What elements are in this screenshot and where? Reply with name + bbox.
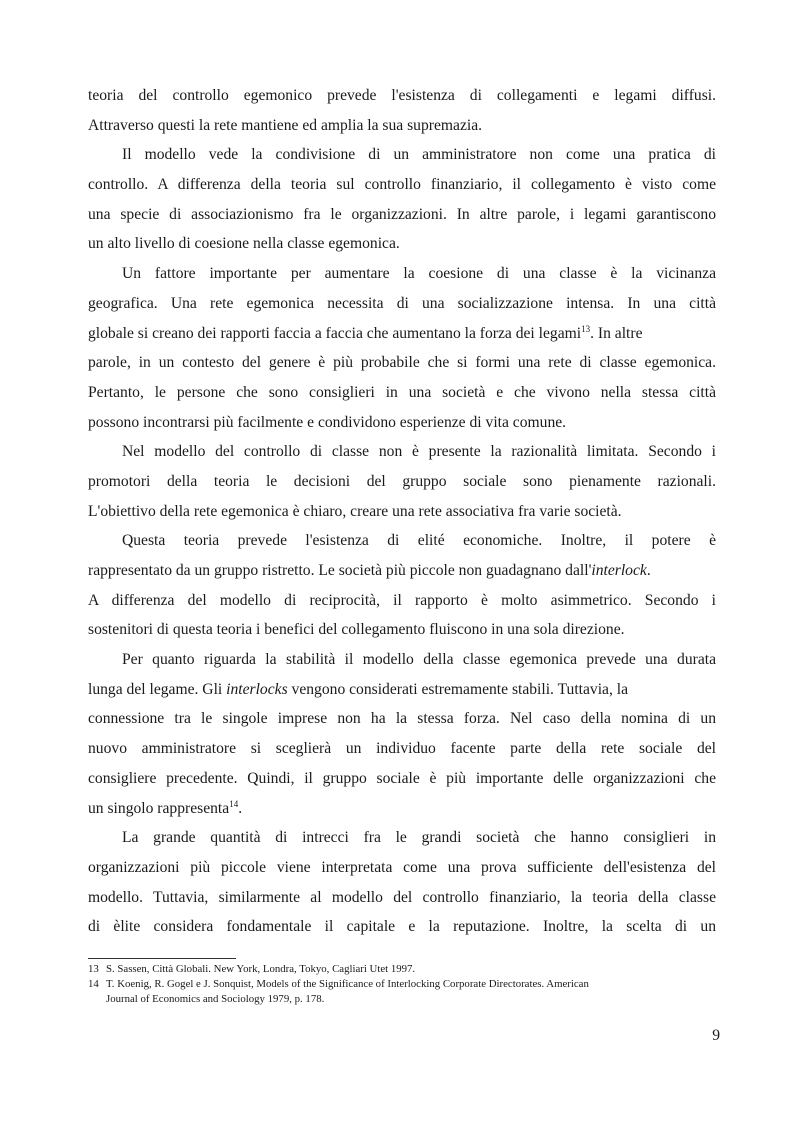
italic-term: interlocks [226, 680, 288, 698]
footnote-ref-14[interactable]: 14 [229, 798, 239, 809]
text-line: possono incontrarsi più facilmente e condividono esperienze di vita comune. [88, 413, 567, 431]
text-line: A differenza del modello di reciprocità, il rapporto è molto asimmetrico. Secondo i [88, 591, 716, 609]
text-line: una specie di associazionismo fra le organizzazioni. In altre parole, i legami garantiscono [88, 205, 716, 223]
text-line: La grande quantità di intrecci fra le grandi società che hanno consiglieri in [122, 829, 716, 847]
text-run: lunga del legame. Gli [88, 680, 227, 698]
text-run: un singolo rappresenta [88, 799, 230, 817]
text-line: Attraverso questi la rete mantiene ed amplia la sua supremazia. [88, 116, 483, 134]
italic-term: interlock [591, 562, 647, 579]
text-line: Per quanto riguarda la stabilità il modello della classe egemonica prevede una durata [122, 651, 716, 669]
body-text [88, 81, 716, 942]
text-line: consigliere precedente. Quindi, il gruppo sociale è più importante delle organizzazioni che [88, 769, 716, 787]
footnote-14 [88, 977, 728, 992]
footnote-text: S. Sassen, Città Globali. New York, Londra, Tokyo, Cagliari Utet 1997. [106, 963, 416, 975]
text-line: Nel modello del controllo di classe non è presente la razionalità limitata. Secondo i [122, 443, 716, 461]
footnote-number: 14 [88, 978, 99, 990]
page-number: 9 [712, 1027, 720, 1044]
text-line: geografica. Una rete egemonica necessita di una socializzazione intensa. In una città [88, 294, 716, 312]
text-run: . [238, 799, 243, 817]
footnote-separator [88, 958, 236, 959]
footnote-text: T. Koenig, R. Gogel e J. Sonquist, Models of the Significance of Interlocking Corporate Directorates. American [106, 978, 589, 990]
text-run: . [646, 562, 651, 579]
text-run: vengono considerati estremamente stabili. Tuttavia, la [287, 680, 629, 698]
text-line: L'obiettivo della rete egemonica è chiaro, creare una rete associativa fra varie società. [88, 502, 622, 520]
text-line [88, 319, 716, 349]
text-line: teoria del controllo egemonico prevede l'esistenza di collegamenti e legami diffusi. [88, 87, 716, 104]
text-line: organizzazioni più piccole viene interpretata come una prova sufficiente dell'esistenza del [88, 858, 716, 876]
text-line: nuovo amministratore si sceglierà un individuo facente parte della rete sociale del [88, 740, 716, 758]
text-line: un alto livello di coesione nella classe egemonica. [88, 235, 400, 253]
text-run: . In altre [590, 324, 643, 342]
text-line [88, 556, 716, 586]
text-line: sostenitori di questa teoria i benefici del collegamento fluiscono in una sola direzione. [88, 621, 625, 639]
footnote-ref-13[interactable]: 13 [581, 323, 591, 334]
text-line: connessione tra le singole imprese non ha la stessa forza. Nel caso della nomina di un [88, 710, 716, 728]
text-line: modello. Tuttavia, similarmente al modello del controllo finanziario, la teoria della classe [88, 888, 716, 906]
footnote-13 [88, 962, 728, 977]
text-line: controllo. A differenza della teoria sul controllo finanziario, il collegamento è visto come [88, 176, 716, 194]
text-line: Pertanto, le persone che sono consiglieri in una società e che vivono nella stessa città [88, 383, 716, 401]
footnotes [88, 962, 728, 1007]
text-line: Un fattore importante per aumentare la coesione di una classe è la vicinanza [122, 265, 716, 283]
footnote-14-continuation: Journal of Economics and Sociology 1979, p. 178. [106, 993, 325, 1005]
text-line [88, 794, 716, 824]
text-line: di èlite considera fondamentale il capitale e la reputazione. Inoltre, la scelta di un [88, 918, 716, 936]
text-run: globale si creano dei rapporti faccia a faccia che aumentano la forza dei legami [88, 324, 582, 342]
footnote-number: 13 [88, 963, 99, 975]
text-run: rappresentato da un gruppo ristretto. Le società più piccole non guadagnano dall' [88, 562, 592, 579]
text-line: Questa teoria prevede l'esistenza di elité economiche. Inoltre, il potere è [122, 532, 716, 550]
text-line: parole, in un contesto del genere è più probabile che si formi una rete di classe egemonica. [88, 354, 716, 372]
text-line: Il modello vede la condivisione di un amministratore non come una pratica di [122, 146, 716, 164]
text-line: promotori della teoria le decisioni del gruppo sociale sono pienamente razionali. [88, 472, 716, 490]
text-line [88, 675, 716, 705]
